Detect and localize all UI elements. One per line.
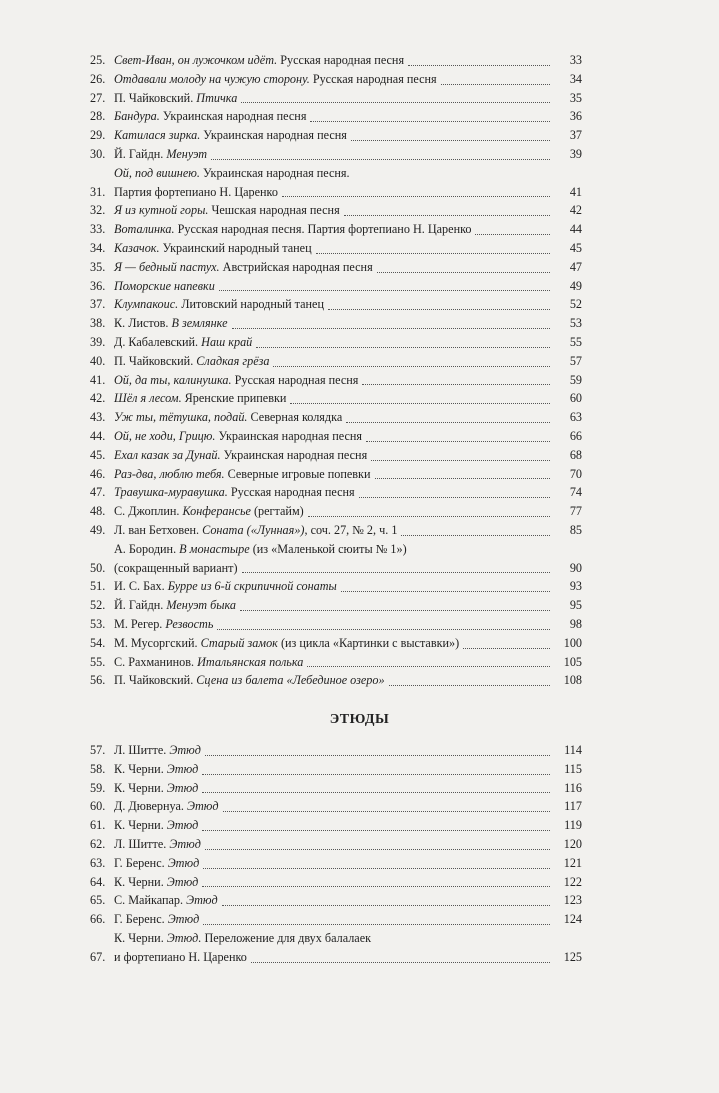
entry-title: П. Чайковский. Сцена из балета «Лебединое озеро»: [114, 673, 385, 688]
toc-entry: [90, 89, 582, 108]
dot-leader: [240, 610, 550, 611]
dot-leader: [351, 140, 550, 141]
entry-title-continued: Партия фортепиано Н. Царенко: [114, 184, 278, 199]
entry-title-continued: (сокращенный вариант): [114, 560, 238, 575]
entry-title: К. Черни. Этюд: [114, 874, 199, 889]
dot-leader: [389, 685, 550, 686]
entry-title: К. Черни. Этюд. Переложение для двух балалаек: [114, 930, 372, 945]
page-number: 36: [569, 109, 582, 124]
toc-entry: [90, 797, 582, 816]
toc-entry: [90, 465, 582, 484]
dot-leader: [256, 347, 550, 348]
toc-entry: [90, 760, 582, 779]
toc-entry: [90, 910, 582, 929]
entry-number: 55.: [90, 654, 106, 669]
page-number: 124: [563, 912, 582, 927]
page-number: 47: [569, 259, 582, 274]
entry-number: 50.: [90, 560, 106, 575]
entry-title: Л. Шитте. Этюд: [114, 743, 201, 757]
page-number: 53: [569, 316, 582, 331]
entry-number: 26.: [90, 71, 106, 86]
page-number: 105: [563, 654, 582, 669]
entry-number: 66.: [90, 912, 106, 927]
toc-entry: [90, 258, 582, 277]
entry-number: 32.: [90, 203, 106, 218]
entry-number: 37.: [90, 297, 106, 312]
dot-leader: [203, 924, 550, 925]
toc-entry: [90, 854, 582, 873]
entry-number: 59.: [90, 780, 106, 795]
entry-number: 47.: [90, 485, 106, 500]
entry-title: Д. Дювернуа. Этюд: [114, 799, 219, 814]
toc-entry: [90, 201, 582, 220]
page-number: 45: [569, 240, 582, 255]
toc-entry: [90, 220, 582, 239]
toc-entry: [90, 671, 582, 690]
entry-title: Й. Гайдн. Менуэт: [114, 146, 208, 161]
entry-number: 62.: [90, 836, 106, 851]
entry-title: Ой, не ходи, Грицю. Украинская народная песня: [114, 428, 363, 443]
page-number: 63: [569, 410, 582, 425]
dot-leader: [242, 572, 550, 573]
toc-entry: [90, 70, 582, 89]
dot-leader: [341, 591, 550, 592]
entry-title: С. Майкапар. Этюд: [114, 893, 218, 908]
entry-number: 56.: [90, 673, 106, 688]
dot-leader: [362, 384, 550, 385]
dot-leader: [441, 84, 550, 85]
entry-title: Уж ты, тётушка, подай. Северная колядка: [114, 410, 343, 425]
page-number: 68: [569, 447, 582, 462]
entry-title: М. Регер. Резвость: [114, 616, 214, 631]
page-number: 120: [563, 836, 582, 851]
page-number: 119: [564, 818, 582, 833]
entry-number: 51.: [90, 579, 106, 594]
toc-entry: [90, 634, 582, 653]
toc-entry: [90, 446, 582, 465]
page-number: 90: [569, 560, 582, 575]
entry-number: 44.: [90, 428, 106, 443]
entry-number: 57.: [90, 743, 106, 757]
entry-number: 58.: [90, 761, 106, 776]
page-number: 42: [569, 203, 582, 218]
entry-title: Й. Гайдн. Менуэт быка: [114, 598, 237, 613]
entry-number: 38.: [90, 316, 106, 331]
entry-number: 25.: [90, 53, 106, 67]
dot-leader: [463, 648, 550, 649]
page-number: 55: [569, 334, 582, 349]
page-number: 100: [563, 635, 582, 650]
page-number: 59: [569, 372, 582, 387]
dot-leader: [202, 792, 550, 793]
entry-title: Клумпакоис. Литовский народный танец: [114, 297, 324, 312]
entry-title: К. Черни. Этюд: [114, 780, 199, 795]
toc-entry: [90, 164, 582, 202]
page-number: 95: [569, 598, 582, 613]
entry-title: Л. ван Бетховен. Соната («Лунная»), соч. 27, № 2, ч. 1: [114, 522, 398, 537]
dot-leader: [223, 811, 550, 812]
entry-title: К. Листов. В землянке: [114, 316, 228, 331]
toc-entry: [90, 483, 582, 502]
etudes-heading: ЭТЮДЫ: [329, 712, 390, 727]
page-number: 57: [569, 353, 582, 368]
dot-leader: [273, 366, 550, 367]
dot-leader: [366, 441, 550, 442]
entry-number: 41.: [90, 372, 106, 387]
dot-leader: [344, 215, 550, 216]
page-number: 123: [563, 893, 582, 908]
dot-leader: [202, 830, 550, 831]
toc-entry: [90, 929, 582, 967]
toc-entry: [90, 239, 582, 258]
entry-number: 34.: [90, 240, 106, 255]
entry-title: Г. Беренс. Этюд: [114, 855, 200, 870]
toc-entry: [90, 427, 582, 446]
toc-entry: [90, 295, 582, 314]
dot-leader: [205, 755, 550, 756]
dot-leader: [307, 666, 550, 667]
toc-entry: [90, 277, 582, 296]
toc-entry: [90, 126, 582, 145]
entry-title: Я — бедный пастух. Австрийская народная песня: [114, 259, 373, 274]
entry-title: М. Мусоргский. Старый замок (из цикла «Картинки с выставки»): [114, 635, 460, 650]
entry-number: 67.: [90, 949, 106, 964]
dot-leader: [401, 535, 550, 536]
entry-title: Г. Беренс. Этюд: [114, 912, 200, 927]
entry-number: 53.: [90, 616, 106, 631]
toc-entry: [90, 314, 582, 333]
toc-entry: [90, 891, 582, 910]
dot-leader: [202, 774, 550, 775]
dot-leader: [371, 460, 550, 461]
page-number: 41: [569, 184, 582, 199]
toc-entry: [90, 653, 582, 672]
dot-leader: [251, 962, 550, 963]
page-number: 37: [569, 128, 582, 143]
entry-title: К. Черни. Этюд: [114, 818, 199, 833]
dot-leader: [205, 849, 550, 850]
dot-leader: [408, 65, 550, 66]
dot-leader: [328, 309, 550, 310]
page-number: 114: [564, 743, 582, 757]
entry-title: П. Чайковский. Птичка: [114, 90, 238, 105]
toc-entry: [90, 596, 582, 615]
entry-number: 49.: [90, 522, 106, 537]
toc-entry: [90, 389, 582, 408]
dot-leader: [219, 290, 550, 291]
toc-entry: [90, 741, 582, 760]
entry-title: Катилася зирка. Украинская народная песня: [114, 128, 347, 143]
entry-number: 60.: [90, 799, 106, 814]
toc-entry: [90, 145, 582, 164]
dot-leader: [203, 868, 550, 869]
page-number: 116: [564, 780, 582, 795]
toc-entry: [90, 371, 582, 390]
toc-entry: [90, 873, 582, 892]
entry-title: С. Джоплин. Конферансье (регтайм): [114, 504, 304, 519]
page-number: 125: [563, 949, 582, 964]
toc-entry: [90, 352, 582, 371]
entry-title: А. Бородин. В монастыре (из «Маленькой сюиты № 1»): [114, 541, 407, 556]
entry-number: 29.: [90, 128, 106, 143]
entry-number: 39.: [90, 334, 106, 349]
entry-number: 28.: [90, 109, 106, 124]
entry-number: 36.: [90, 278, 106, 293]
page-number: 70: [569, 466, 582, 481]
dot-leader: [375, 478, 550, 479]
dot-leader: [346, 422, 550, 423]
entry-title: Ой, да ты, калинушка. Русская народная песня: [114, 372, 359, 387]
page-number: 122: [563, 874, 582, 889]
toc-entry: [90, 502, 582, 521]
page-number: 35: [569, 90, 582, 105]
entry-number: 48.: [90, 504, 106, 519]
page-number: 74: [569, 485, 582, 500]
page-number: 33: [569, 53, 582, 67]
toc-entry: [90, 816, 582, 835]
dot-leader: [316, 253, 550, 254]
dot-leader: [290, 403, 550, 404]
page-number: 49: [569, 278, 582, 293]
page-number: 44: [569, 222, 582, 237]
toc-entry: [90, 577, 582, 596]
page-number: 66: [569, 428, 582, 443]
entry-title: Отдавали молоду на чужую сторону. Русская народная песня: [114, 71, 437, 86]
entry-title: И. С. Бах. Бурре из 6-й скрипичной сонаты: [114, 579, 337, 594]
toc-entry: [90, 779, 582, 798]
page-number: 121: [563, 855, 582, 870]
toc-entry: [90, 408, 582, 427]
entry-number: 52.: [90, 598, 106, 613]
entry-title: Д. Кабалевский. Наш край: [114, 334, 253, 349]
dot-leader: [241, 102, 550, 103]
entry-number: 30.: [90, 146, 106, 161]
entry-title: Воталинка. Русская народная песня. Партия фортепиано Н. Царенко: [114, 222, 472, 237]
entry-title: Л. Шитте. Этюд: [114, 836, 201, 851]
entry-number: 33.: [90, 222, 106, 237]
dot-leader: [222, 905, 550, 906]
page-number: 52: [569, 297, 582, 312]
entry-number: 61.: [90, 818, 106, 833]
entry-title: Казачок. Украинский народный танец: [114, 240, 312, 255]
entry-title: Травушка-муравушка. Русская народная песня: [114, 485, 355, 500]
page-number: 115: [564, 761, 582, 776]
page-number: 108: [563, 673, 582, 688]
toc-entry: [90, 333, 582, 352]
entry-number: 40.: [90, 353, 106, 368]
page-number: 93: [569, 579, 582, 594]
page-number: 117: [564, 799, 582, 814]
entry-number: 27.: [90, 90, 106, 105]
page-number: 77: [569, 504, 582, 519]
page-number: 34: [569, 71, 582, 86]
etudes-list: [90, 741, 582, 967]
entry-number: 43.: [90, 410, 106, 425]
entry-title: П. Чайковский. Сладкая грёза: [114, 353, 270, 368]
dot-leader: [217, 629, 550, 630]
entry-title: Я из кутной горы. Чешская народная песня: [114, 203, 340, 218]
entry-number: 35.: [90, 259, 106, 274]
toc-entry: [90, 521, 582, 540]
entry-title: Свет-Иван, он лужочком идёт. Русская народная песня: [114, 53, 405, 67]
dot-leader: [475, 234, 550, 235]
entry-title: Бандура. Украинская народная песня: [114, 109, 307, 124]
toc-entry: [90, 107, 582, 126]
entry-title: Ехал казак за Дунай. Украинская народная песня: [114, 447, 368, 462]
dot-leader: [377, 272, 550, 273]
toc-entry: [90, 51, 582, 70]
dot-leader: [282, 196, 550, 197]
toc-entry: [90, 615, 582, 634]
entry-title: К. Черни. Этюд: [114, 761, 199, 776]
entry-number: 42.: [90, 391, 106, 406]
entry-title: Раз-два, люблю тебя. Северные игровые попевки: [114, 466, 371, 481]
entry-title-continued: и фортепиано Н. Царенко: [114, 949, 247, 964]
dot-leader: [202, 886, 550, 887]
toc-entry: [90, 835, 582, 854]
entry-title: Ой, под вишнею. Украинская народная песня.: [114, 165, 350, 180]
page-number: 85: [569, 522, 582, 537]
entry-title: Поморские напевки: [114, 278, 215, 293]
page-number: 98: [569, 616, 582, 631]
page-number: 60: [569, 391, 582, 406]
page-number: 39: [569, 146, 582, 161]
dot-leader: [211, 159, 550, 160]
dot-leader: [359, 497, 550, 498]
dot-leader: [232, 328, 551, 329]
dot-leader: [310, 121, 550, 122]
entry-number: 46.: [90, 466, 106, 481]
songs-list: [90, 51, 582, 690]
entry-title: Шёл я лесом. Яренские припевки: [114, 391, 287, 406]
entry-title: С. Рахманинов. Итальянская полька: [114, 654, 304, 669]
entry-number: 64.: [90, 874, 106, 889]
entry-number: 63.: [90, 855, 106, 870]
toc-entry: [90, 540, 582, 578]
entry-number: 31.: [90, 184, 106, 199]
entry-number: 65.: [90, 893, 106, 908]
entry-number: 54.: [90, 635, 106, 650]
entry-number: 45.: [90, 447, 106, 462]
dot-leader: [308, 516, 550, 517]
